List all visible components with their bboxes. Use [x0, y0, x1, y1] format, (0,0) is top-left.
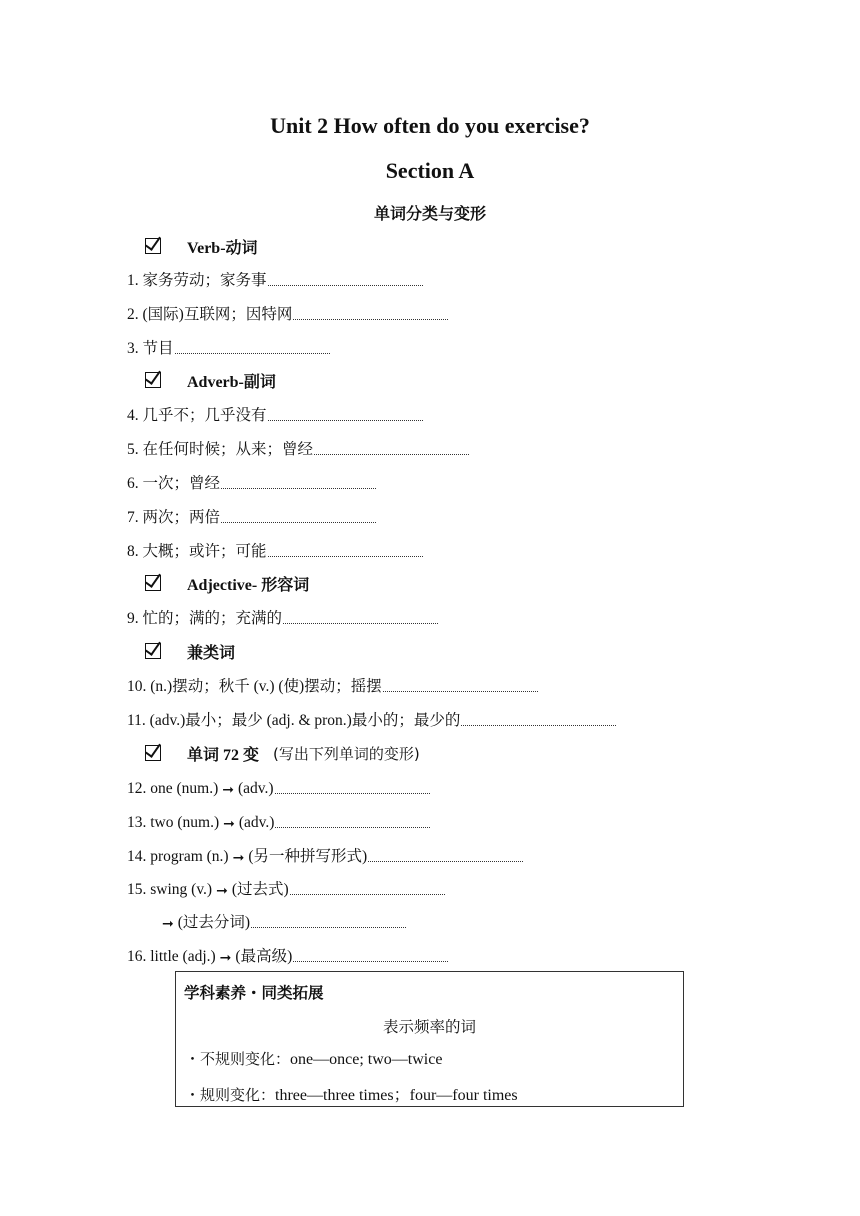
list-item [127, 471, 376, 493]
row-text: one—once; two—twice [290, 1051, 443, 1068]
row-text: three—three times；four—four times [275, 1087, 518, 1104]
answer-blank[interactable] [290, 892, 445, 895]
box-row-irregular [185, 1048, 442, 1069]
item-text: 10. (n.)摆动；秋千 (v.) (使)摆动；摇摆 [127, 678, 382, 695]
item-text: 1. 家务劳动；家务事 [127, 272, 267, 289]
list-item [127, 403, 423, 425]
box-heading: 学科素养・同类拓展 [184, 984, 324, 1002]
list-item [158, 910, 406, 932]
answer-blank[interactable] [275, 825, 430, 828]
answer-blank[interactable] [221, 520, 376, 523]
answer-blank[interactable] [268, 418, 423, 421]
item-text: 14. program (n.) [127, 848, 229, 865]
answer-blank[interactable] [314, 452, 469, 455]
answer-blank[interactable] [293, 959, 448, 962]
heading-word-forms [145, 742, 420, 764]
arrow-right-icon: ➞ [222, 782, 234, 798]
heading-label: 单词 72 变 [187, 746, 260, 764]
arrow-right-icon: ➞ [232, 850, 245, 866]
list-item [127, 268, 423, 290]
answer-blank[interactable] [275, 791, 430, 794]
box-subheading: 表示频率的词 [382, 1018, 476, 1036]
list-item [127, 708, 616, 730]
item-hint: (adv.) [238, 780, 274, 797]
answer-blank[interactable] [175, 351, 330, 354]
item-text: 4. 几乎不；几乎没有 [127, 407, 267, 424]
answer-blank[interactable] [461, 723, 616, 726]
answer-blank[interactable] [251, 925, 406, 928]
checkbox-icon [145, 238, 161, 254]
checkbox-icon [145, 575, 161, 591]
list-item [127, 437, 469, 459]
page-title: Unit 2 How often do you exercise? [270, 113, 590, 138]
list-item [127, 844, 523, 866]
answer-blank[interactable] [221, 486, 376, 489]
checkbox-icon [145, 745, 161, 761]
section-title: Section A [385, 158, 475, 183]
item-hint: (过去分词) [177, 914, 251, 931]
heading-multi-class [145, 640, 235, 662]
heading-label: 兼类词 [187, 644, 236, 662]
arrow-right-icon: ➞ [162, 916, 174, 932]
box-row-regular [185, 1082, 518, 1105]
heading-note: (写出下列单词的变形) [273, 744, 420, 763]
list-item [127, 606, 438, 628]
list-item [127, 944, 448, 966]
subtitle: 单词分类与变形 [373, 204, 486, 223]
heading-label: Verb-动词 [187, 239, 258, 257]
item-text: 16. little (adj.) [127, 948, 216, 965]
item-text: 13. two (num.) [127, 814, 220, 831]
arrow-right-icon: ➞ [223, 816, 235, 832]
list-item [127, 539, 423, 561]
item-text: 11. (adv.)最小；最少 (adj. & pron.)最小的；最少的 [127, 712, 461, 729]
item-text: 5. 在任何时候；从来；曾经 [127, 441, 314, 458]
item-hint: (adv.) [238, 814, 275, 831]
list-item [127, 336, 330, 358]
item-hint: (最高级) [235, 948, 293, 965]
list-item [127, 674, 538, 696]
item-text: 3. 节目 [127, 340, 174, 357]
checkbox-icon [145, 372, 161, 388]
item-text: 12. one (num.) [127, 780, 219, 797]
item-text: 15. swing (v.) [127, 881, 213, 898]
heading-label: Adjective- 形容词 [187, 576, 310, 594]
list-item [127, 302, 448, 324]
answer-blank[interactable] [383, 689, 538, 692]
row-label: ・不规则变化： [185, 1050, 291, 1068]
answer-blank[interactable] [368, 859, 523, 862]
answer-blank[interactable] [268, 283, 423, 286]
heading-adjective [145, 572, 309, 594]
item-text: 9. 忙的；满的；充满的 [127, 610, 283, 627]
arrow-right-icon: ➞ [219, 950, 232, 966]
heading-verb [145, 235, 258, 257]
answer-blank[interactable] [268, 554, 423, 557]
heading-adverb [145, 369, 276, 391]
item-text: 7. 两次；两倍 [127, 509, 221, 526]
item-text: 2. (国际)互联网；因特网 [127, 306, 293, 323]
checkbox-icon [145, 643, 161, 659]
heading-label: Adverb-副词 [187, 373, 276, 391]
item-hint: (另一种拼写形式) [248, 848, 368, 865]
list-item [127, 776, 430, 798]
list-item [127, 810, 430, 832]
arrow-right-icon: ➞ [216, 883, 228, 899]
item-text: 6. 一次；曾经 [127, 475, 221, 492]
extension-box [175, 971, 684, 1107]
row-label: ・规则变化： [185, 1086, 276, 1104]
list-item [127, 505, 376, 527]
item-hint: (过去式) [231, 881, 289, 898]
list-item [127, 877, 445, 899]
answer-blank[interactable] [293, 317, 448, 320]
answer-blank[interactable] [283, 621, 438, 624]
item-text: 8. 大概；或许；可能 [127, 543, 267, 560]
